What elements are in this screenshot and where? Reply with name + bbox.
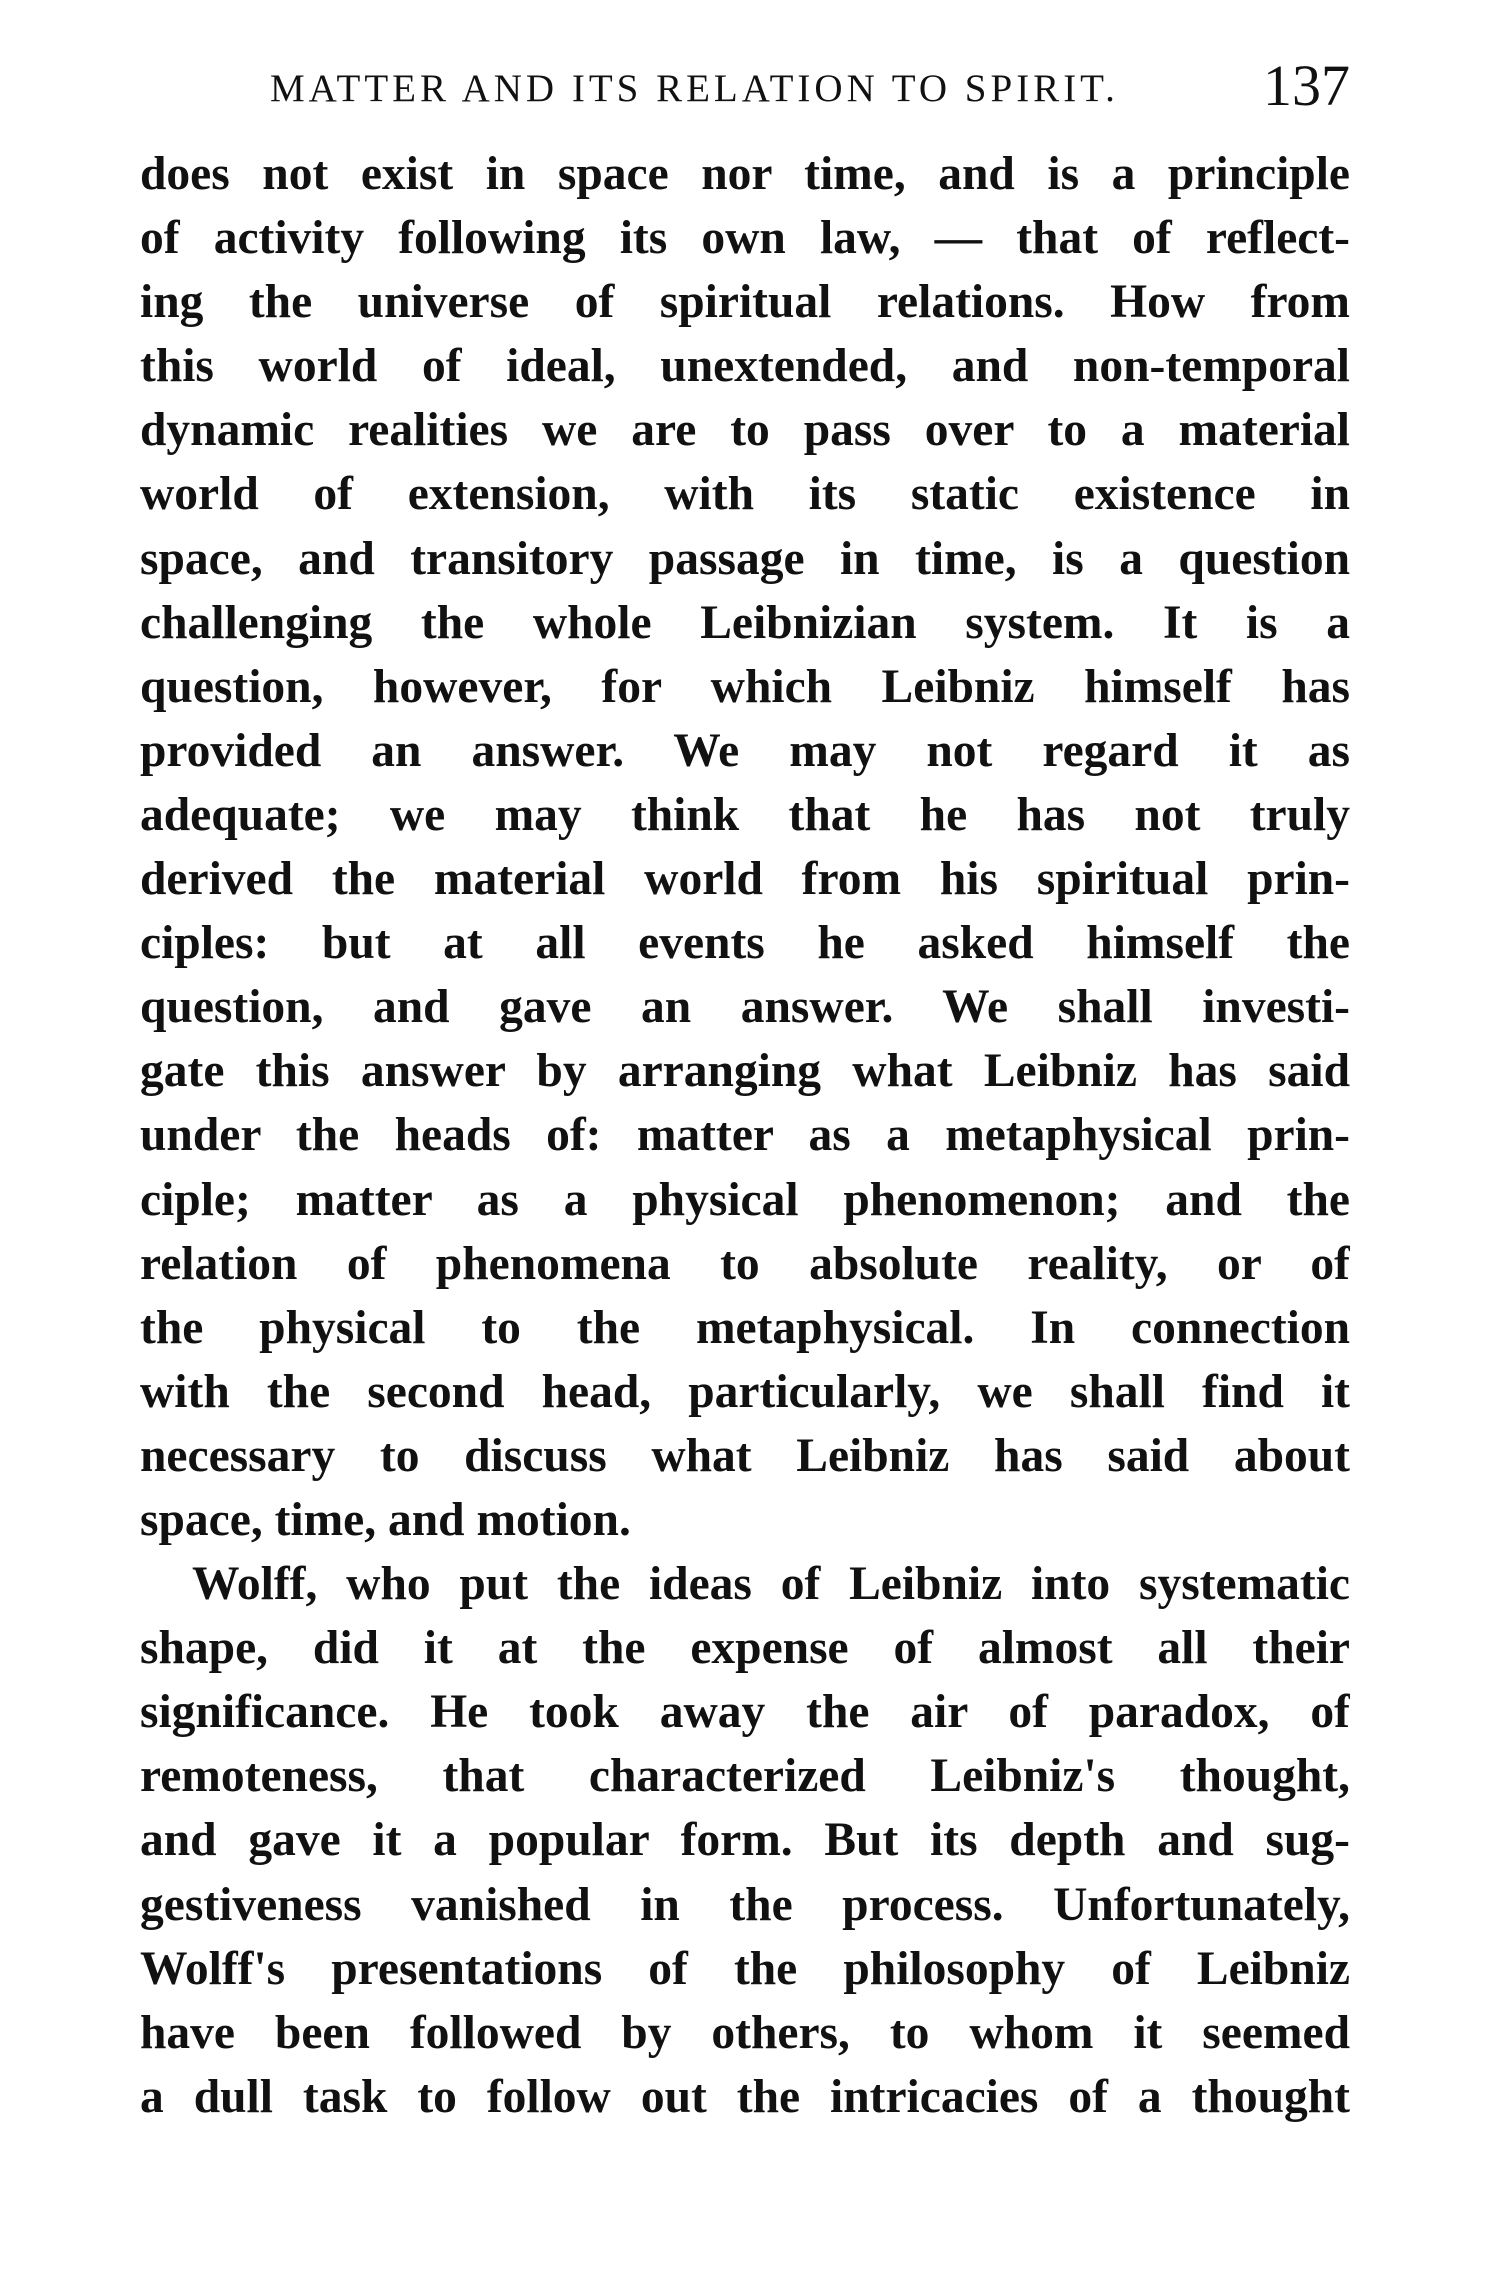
text-line: question, however, for which Leibniz himself has [140,660,1350,713]
text-line: this world of ideal, unextended, and non-temporal [140,340,1350,393]
text-line: ing the universe of spiritual relations. How from [140,276,1350,329]
text-line: a dull task to follow out the intricacies of a thought [140,2070,1350,2123]
text-line: with the second head, particularly, we shall find it [140,1365,1350,1418]
text-line: of activity following its own law, — that of reflect- [140,212,1350,265]
text-line: space, and transitory passage in time, is a question [140,532,1350,585]
text-line: remoteness, that characterized Leibniz's thought, [140,1750,1350,1803]
page-number: 137 [1263,53,1350,118]
text-line: adequate; we may think that he has not truly [140,788,1350,841]
paragraph-start-line: Wolff, who put the ideas of Leibniz into systematic [192,1558,1350,1611]
text-line: gate this answer by arranging what Leibniz has said [140,1045,1350,1098]
page-header [140,52,1350,132]
text-line: does not exist in space nor time, and is a principle [140,148,1350,200]
text-line: relation of phenomena to absolute reality, or of [140,1237,1350,1290]
text-line: shape, did it at the expense of almost all their [140,1622,1350,1675]
text-line: derived the material world from his spiritual prin- [140,853,1350,906]
text-line: the physical to the metaphysical. In connection [140,1301,1350,1354]
running-title: MATTER AND ITS RELATION TO SPIRIT. [270,67,1119,110]
text-line: necessary to discuss what Leibniz has said about [140,1429,1350,1482]
body-text [140,142,1350,2129]
text-line: under the heads of: matter as a metaphysical prin- [140,1109,1350,1162]
paragraph-end-line: space, time, and motion. [140,1493,631,1546]
text-line: ciples: but at all events he asked himself the [140,917,1350,970]
text-line: world of extension, with its static existence in [140,468,1350,521]
text-line: question, and gave an answer. We shall investi- [140,981,1350,1034]
text-line: dynamic realities we are to pass over to a material [140,404,1350,457]
text-line: and gave it a popular form. But its depth and sug- [140,1814,1350,1867]
text-line: gestiveness vanished in the process. Unfortunately, [140,1878,1350,1931]
text-line: Wolff's presentations of the philosophy of Leibniz [140,1942,1350,1995]
text-line: ciple; matter as a physical phenomenon; and the [140,1173,1350,1226]
text-line: have been followed by others, to whom it seemed [140,2006,1350,2059]
text-line: challenging the whole Leibnizian system. It is a [140,596,1350,649]
text-line: provided an answer. We may not regard it as [140,724,1350,777]
text-line: significance. He took away the air of paradox, of [140,1686,1350,1739]
